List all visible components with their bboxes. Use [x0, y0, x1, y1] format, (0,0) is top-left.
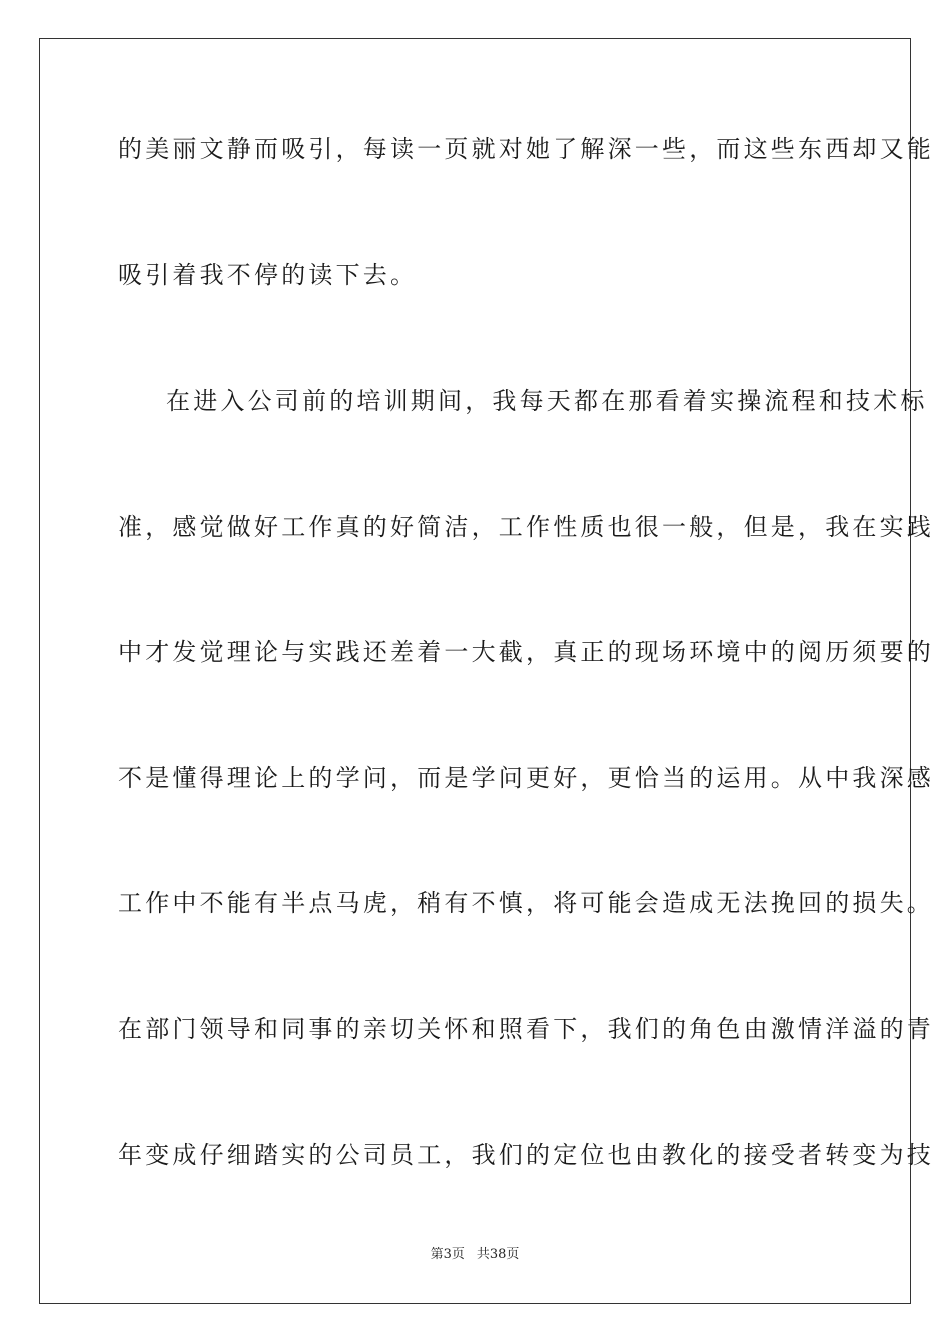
body-text-line-2: 吸引着我不停的读下去。 [118, 261, 418, 289]
body-text-line-9: 年变成仔细踏实的公司员工，我们的定位也由教化的接受者转变为技 [118, 1141, 934, 1169]
page-border [39, 38, 934, 1304]
body-text-line-3: 在进入公司前的培训期间，我每天都在那看着实操流程和技术标 [166, 387, 928, 415]
body-text-line-4: 准，感觉做好工作真的好简洁，工作性质也很一般，但是，我在实践 [118, 513, 934, 541]
body-text-line-1: 的美丽文静而吸引，每读一页就对她了解深一些，而这些东西却又能 [118, 135, 934, 163]
page-number: 第3页 [430, 1247, 465, 1262]
page-total: 共38页 [476, 1247, 520, 1262]
body-text-line-7: 工作中不能有半点马虎，稍有不慎，将可能会造成无法挽回的损失。 [118, 889, 934, 917]
body-text-line-8: 在部门领导和同事的亲切关怀和照看下，我们的角色由激情洋溢的青 [118, 1015, 934, 1043]
body-text-line-6: 不是懂得理论上的学问，而是学问更好，更恰当的运用。从中我深感 [118, 764, 934, 792]
page-footer [0, 1246, 950, 1264]
body-text-line-5: 中才发觉理论与实践还差着一大截，真正的现场环境中的阅历须要的 [118, 638, 934, 666]
